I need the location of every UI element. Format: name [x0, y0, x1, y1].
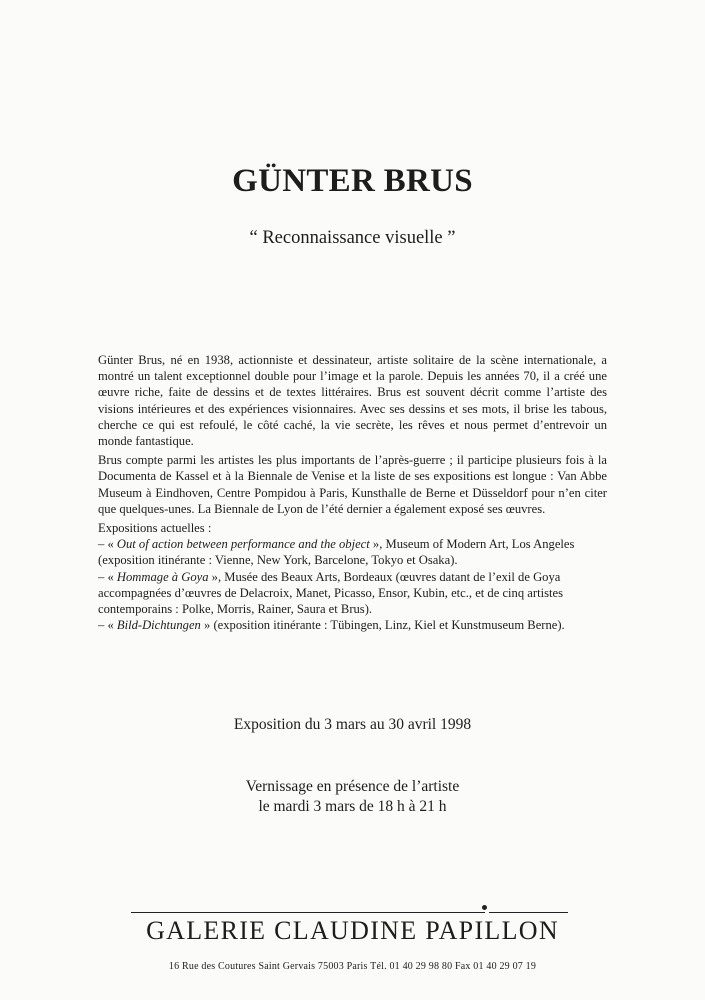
- expositions-list: [98, 520, 607, 633]
- exhibition-dates: Exposition du 3 mars au 30 avril 1998: [233, 716, 472, 733]
- artist-title: GÜNTER BRUS: [232, 163, 473, 199]
- gallery-name: GALERIE CLAUDINE PAPILLON: [146, 916, 559, 945]
- exposition-title: Hommage à Goya: [116, 569, 209, 584]
- exposition-title: Out of action between performance and the object: [116, 537, 370, 552]
- footer-dot: [482, 905, 487, 910]
- bio-paragraph: Günter Brus, né en 1938, actionniste et dessinateur, artiste solitaire de la scène internationale, a montré un talent exceptionnel double pour l’image et la parole. Depuis les années 70, il a créé une œuvre riche, faite de dessins et de textes littéraires. Brus est souvent décrit comme l’artiste des visions intérieures et des expériences visionnaires. Avec ses dessins et ses mots, il brise les tabous, cherche ce qui est refoulé, le côté caché, la vie secrète, les rêves et nous permet d’entrevoir un monde fantastique.: [98, 353, 607, 449]
- exposition-item: – « Out of action between performance and the object », Museum of Modern Art, Los Angeles (exposition itinérante : Vienne, New York, Barcelone, Tokyo et Osaka).: [98, 537, 575, 568]
- footer-rule-left: [131, 912, 485, 913]
- vernissage-info: [0, 777, 705, 817]
- exhibition-subtitle: “ Reconnaissance visuelle ”: [249, 228, 456, 248]
- vernissage-line-1: Vernissage en présence de l’artiste: [245, 778, 460, 795]
- exposition-item: – « Bild-Dichtungen » (exposition itinérante : Tübingen, Linz, Kiel et Kunstmuseum Berne).: [98, 618, 565, 633]
- exposition-title: Bild-Dichtungen: [116, 618, 201, 633]
- career-paragraph: Brus compte parmi les artistes les plus importants de l’après-guerre ; il participe plusieurs fois à la Documenta de Kassel et à la Biennale de Venise et la liste de ses expositions est longue : Van Abbe Museum à Eindhoven, Centre Pompidou à Paris, Kunsthalle de Berne et Düsseldorf pour n’en citer que quelques-unes. La Biennale de Lyon de l’été dernier a également exposé ses œuvres.: [98, 453, 607, 516]
- footer-rule-right: [489, 912, 568, 913]
- exposition-item: – « Hommage à Goya », Musée des Beaux Arts, Bordeaux (œuvres datant de l’exil de Goya accompagnées d’œuvres de Delacroix, Manet, Picasso, Ensor, Kubin, etc., et de cinq artistes contemporains : Polke, Morris, Rainer, Saura et Brus).: [98, 569, 563, 617]
- body-text: [98, 352, 607, 633]
- gallery-address: 16 Rue des Coutures Saint Gervais 75003 Paris Tél. 01 40 29 98 80 Fax 01 40 29 07 19: [168, 961, 537, 972]
- expositions-heading: Expositions actuelles :: [98, 521, 212, 536]
- vernissage-line-2: le mardi 3 mars de 18 h à 21 h: [258, 798, 447, 815]
